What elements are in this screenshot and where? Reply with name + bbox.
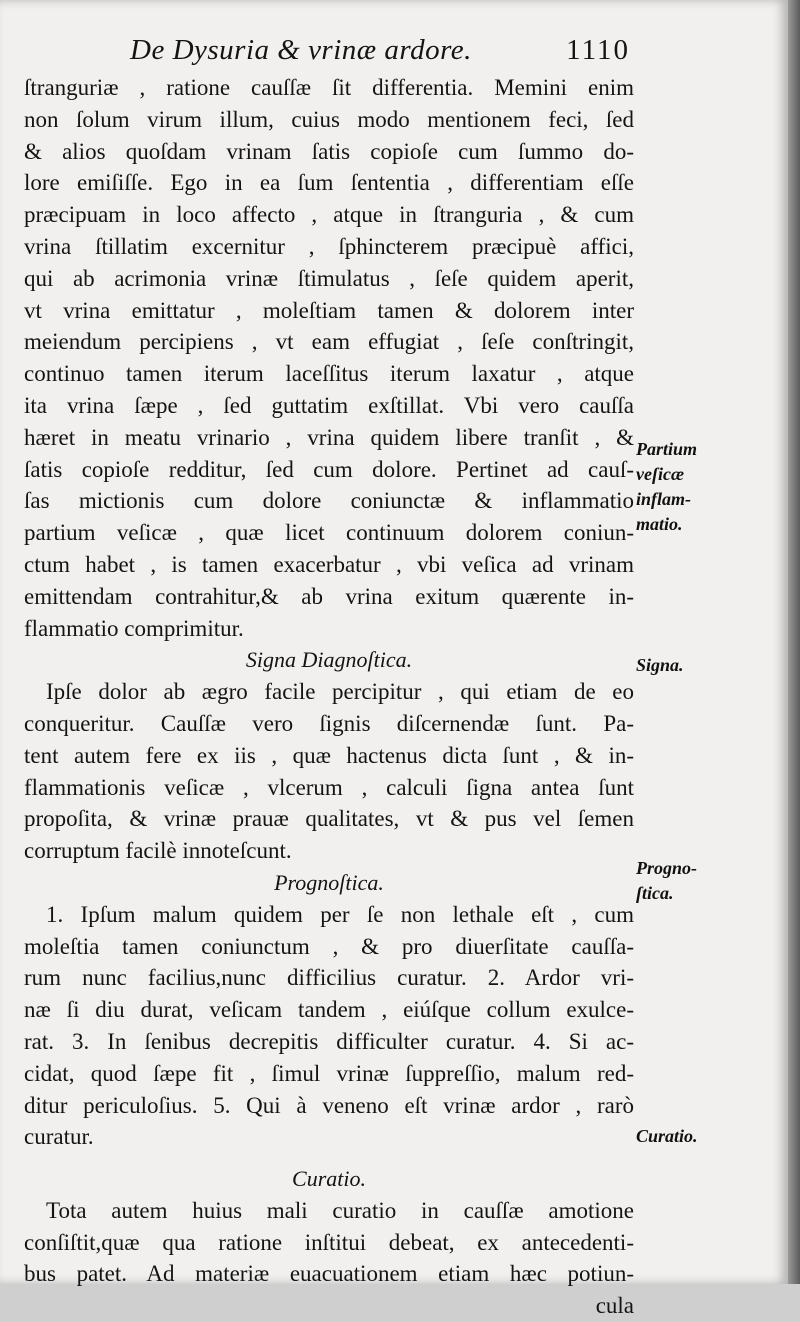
- text-line: moleſtia tamen coniunctum , & pro diuerſitate cauſſa-: [24, 933, 634, 959]
- section-title-signa: Signa Diagnoſtica.: [245, 647, 413, 673]
- text-line: cula: [595, 1293, 634, 1319]
- text-line: hæret in meatu vrinario , vrina quidem libere tranſit , &: [24, 424, 634, 450]
- text-line: præcipuam in loco affecto , atque in ſtranguria , & cum: [24, 202, 634, 228]
- text-line: emittendam contrahitur,& ab vrina exitum quærente in-: [24, 583, 634, 609]
- text-line: curatur.: [24, 1124, 94, 1150]
- text-line: ſtranguriæ , ratione cauſſæ ſit differentia. Memini enim: [24, 75, 634, 100]
- margin-note-line: matio.: [636, 514, 683, 534]
- text-line: tent autem fere ex iis , quæ hactenus dicta ſunt , & in-: [24, 742, 634, 768]
- margin-note-line: Partium: [636, 439, 698, 459]
- text-line: ctum habet , is tamen exacerbatur , vbi veſica ad vrinam: [24, 551, 634, 577]
- running-title: De Dysuria & vrinæ ardore.: [130, 34, 472, 66]
- text-line: vrina ſtillatim excernitur , ſphincterem præcipuè affici,: [24, 233, 634, 259]
- text-line: ditur periculoſius. 5. Qui à veneno eſt vrinæ ardor , rarò: [24, 1092, 634, 1118]
- text-line: vt vrina emittatur , moleſtiam tamen & dolorem inter: [24, 297, 634, 323]
- text-line: Ipſe dolor ab ægro facile percipitur , qui etiam de eo: [46, 679, 634, 705]
- text-line: & alios quoſdam vrinam ſatis copioſe cum ſummo do-: [24, 138, 634, 164]
- text-line: flammatio comprimitur.: [24, 615, 244, 641]
- text-line: 1. Ipſum malum quidem per ſe non lethale eſt , cum: [46, 901, 634, 927]
- margin-note-line: Signa.: [636, 655, 684, 675]
- text-line: ſatis copioſe redditur, ſed cum dolore. Pertinet ad cauſ-: [24, 456, 634, 482]
- margin-note-line: Progno-: [636, 858, 698, 878]
- margin-note-curatio: [636, 1124, 786, 1149]
- text-line: næ ſi diu durat, veſicam tandem , eiúſque collum exulce-: [24, 997, 634, 1023]
- section-title-prognostica: Prognoſtica.: [274, 869, 384, 895]
- text-line: continuo tamen iterum laceſſitus iterum laxatur , atque: [24, 361, 634, 387]
- text-line: lore emiſiſſe. Ego in ea ſum ſententia , differentiam eſſe: [24, 170, 634, 196]
- text-line: rat. 3. In ſenibus decrepitis difficulter curatur. 4. Si ac-: [24, 1028, 634, 1054]
- text-line: conſiſtit,quæ qua ratione inſtitui debeat, ex antecedenti-: [24, 1229, 634, 1255]
- page-header: [130, 34, 630, 74]
- text-line: qui ab acrimonia vrinæ ſtimulatus , ſeſe quidem aperit,: [24, 265, 634, 291]
- text-line: rum nunc facilius,nunc difficilius curatur. 2. Ardor vri-: [24, 965, 634, 991]
- text-line: cidat, quod ſæpe fit , ſimul vrinæ ſuppreſſio, malum red-: [24, 1060, 634, 1086]
- text-line: meiendum percipiens , vt eam effugiat , ſeſe conſtringit,: [24, 329, 634, 355]
- body-text: [24, 72, 634, 1322]
- text-line: partium veſicæ , quæ licet continuum dolorem coniun-: [24, 520, 634, 546]
- margin-note-line: veſicæ: [636, 464, 684, 484]
- page-edge-shadow: [788, 0, 800, 1284]
- margin-note-line: inflam-: [636, 489, 692, 509]
- section-title-curatio: Curatio.: [292, 1166, 366, 1192]
- margin-note-line: ſtica.: [636, 883, 674, 903]
- margin-note-line: Curatio.: [636, 1126, 698, 1146]
- text-line: non ſolum virum illum, cuius modo mentionem feci, ſed: [24, 106, 634, 132]
- text-line: bus patet. Ad materiæ euacuationem etiam hæc potiun-: [24, 1261, 634, 1287]
- text-line: ita vrina ſæpe , ſed guttatim exſtillat. Vbi vero cauſſa: [24, 392, 634, 418]
- margin-note-partium: [636, 437, 786, 537]
- page-number: 1110: [566, 34, 630, 66]
- text-line: flammationis veſicæ , vlcerum , calculi ſigna antea ſunt: [24, 774, 634, 800]
- margin-note-prognostica: [636, 856, 786, 906]
- text-line: ſas mictionis cum dolore coniunctæ & inflammatio: [24, 488, 634, 514]
- margin-note-signa: [636, 653, 786, 678]
- text-line: conqueritur. Cauſſæ vero ſignis diſcernendæ ſunt. Pa-: [24, 710, 634, 736]
- text-line: Tota autem huius mali curatio in cauſſæ amotione: [46, 1197, 634, 1223]
- text-line: corruptum facilè innoteſcunt.: [24, 838, 292, 864]
- text-line: propoſita, & vrinæ prauæ qualitates, vt & pus vel ſemen: [24, 806, 634, 832]
